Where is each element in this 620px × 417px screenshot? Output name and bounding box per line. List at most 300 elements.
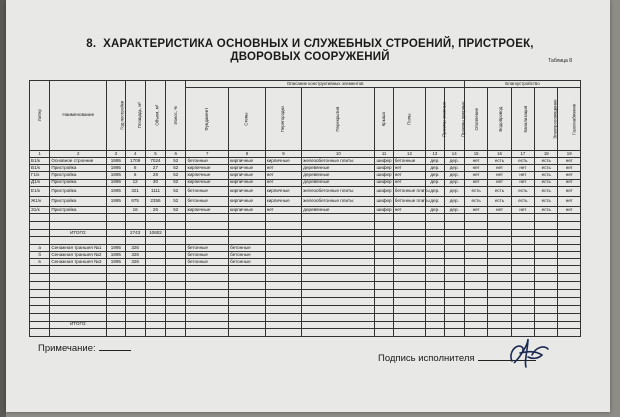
- table-cell: 675: [125, 196, 145, 206]
- table-cell: кирпичные: [229, 172, 266, 179]
- table-cell: а: [30, 244, 50, 251]
- table-cell-empty: [558, 266, 581, 274]
- table-cell: [558, 251, 581, 258]
- table-cell: дер.: [426, 206, 444, 213]
- table-cell-empty: [393, 221, 426, 229]
- table-cell-empty: [393, 274, 426, 282]
- table-cell: дер.: [426, 196, 444, 206]
- table-cell-empty: [464, 305, 487, 313]
- table-row-empty: [30, 236, 581, 244]
- table-cell: есть: [488, 186, 511, 196]
- table-cell: деревянные: [302, 165, 375, 172]
- table-cell: 52: [166, 172, 186, 179]
- table-cell: [444, 251, 464, 258]
- total-cell: [166, 321, 186, 328]
- total-cell: [125, 321, 145, 328]
- table-cell: нет: [558, 179, 581, 186]
- table-cell: 1995: [107, 259, 125, 266]
- total-cell: [302, 229, 375, 236]
- table-cell: [393, 251, 426, 258]
- table-cell: нет: [464, 165, 487, 172]
- total-cell: [558, 229, 581, 236]
- table-cell-empty: [393, 236, 426, 244]
- table-cell-empty: [464, 290, 487, 298]
- table-cell-empty: [265, 213, 302, 221]
- table-cell: нет: [558, 158, 581, 165]
- column-number: 19: [558, 151, 581, 158]
- table-cell-empty: [107, 282, 125, 290]
- table-cell-empty: [166, 282, 186, 290]
- table-cell-empty: [511, 266, 534, 274]
- table-cell: 326: [125, 244, 145, 251]
- table-cell: З1/к: [30, 206, 50, 213]
- table-cell-empty: [107, 236, 125, 244]
- col-header-8: Стены: [229, 88, 266, 151]
- table-cell-empty: [50, 221, 107, 229]
- table-cell: дер.: [426, 186, 444, 196]
- col-header-11: Крыша: [375, 88, 393, 151]
- col-header-16: Водопровод: [488, 88, 511, 151]
- column-number: 15: [464, 151, 487, 158]
- table-cell: [302, 251, 375, 258]
- note-line: [99, 350, 131, 351]
- table-cell-empty: [30, 213, 50, 221]
- column-number: 10: [302, 151, 375, 158]
- table-cell-empty: [125, 305, 145, 313]
- handwritten-signature: [498, 333, 558, 373]
- table-cell: есть: [535, 158, 558, 165]
- table-cell: [464, 251, 487, 258]
- table-cell-empty: [186, 236, 229, 244]
- table-cell: [265, 259, 302, 266]
- table-cell: есть: [535, 165, 558, 172]
- table-cell: Пристройка: [50, 206, 107, 213]
- table-row: [30, 244, 581, 251]
- table-cell-empty: [535, 297, 558, 305]
- table-cell: бетонные: [186, 251, 229, 258]
- table-row: [30, 206, 581, 213]
- table-cell-empty: [302, 282, 375, 290]
- table-row: [30, 251, 581, 258]
- table-cell: 52: [166, 158, 186, 165]
- table-cell-empty: [393, 282, 426, 290]
- table-cell-empty: [145, 266, 165, 274]
- table-cell-empty: [50, 328, 107, 336]
- table-cell-empty: [125, 221, 145, 229]
- table-cell: дер.: [444, 206, 464, 213]
- table-cell-empty: [30, 274, 50, 282]
- total-cell: 2743: [125, 229, 145, 236]
- table-cell: есть: [464, 186, 487, 196]
- table-cell-empty: [302, 328, 375, 336]
- total-cell: [166, 229, 186, 236]
- table-cell-empty: [393, 328, 426, 336]
- table-cell-empty: [464, 328, 487, 336]
- table-row: [30, 172, 581, 179]
- column-number: 4: [125, 151, 145, 158]
- table-cell: кирпичные: [229, 206, 266, 213]
- table-cell: нет: [393, 172, 426, 179]
- table-cell: в: [30, 259, 50, 266]
- table-cell-empty: [535, 313, 558, 321]
- table-cell-empty: [444, 297, 464, 305]
- table-cell-empty: [186, 282, 229, 290]
- table-cell-empty: [145, 328, 165, 336]
- table-cell-empty: [375, 266, 393, 274]
- table-cell: кирпичные: [265, 196, 302, 206]
- total-cell: [107, 321, 125, 328]
- table-cell-empty: [186, 290, 229, 298]
- table-cell: есть: [511, 196, 534, 206]
- table-cell: 1995: [107, 251, 125, 258]
- table-cell: кирпичные: [186, 206, 229, 213]
- table-cell-empty: [145, 305, 165, 313]
- col-header-12: Полы: [393, 88, 426, 151]
- table-cell-empty: [558, 328, 581, 336]
- table-cell: Сенажная траншея №1: [50, 244, 107, 251]
- table-cell-empty: [511, 305, 534, 313]
- table-cell-empty: [145, 236, 165, 244]
- table-cell-empty: [464, 236, 487, 244]
- table-row-empty: [30, 282, 581, 290]
- table-row-empty: [30, 313, 581, 321]
- table-cell: дер.: [426, 165, 444, 172]
- col-header-13: Проемы оконные: [426, 88, 444, 151]
- table-cell-empty: [444, 266, 464, 274]
- total-cell: [444, 229, 464, 236]
- table-cell-empty: [375, 274, 393, 282]
- table-cell: есть: [535, 196, 558, 206]
- column-number: 5: [145, 151, 165, 158]
- table-row-empty: [30, 274, 581, 282]
- table-cell-empty: [265, 328, 302, 336]
- table-cell: дер.: [444, 158, 464, 165]
- table-row-empty: [30, 305, 581, 313]
- table-cell: нет: [464, 158, 487, 165]
- total-cell: ИТОГО:: [50, 321, 107, 328]
- total-cell: [375, 321, 393, 328]
- table-cell: [464, 244, 487, 251]
- table-cell-empty: [30, 221, 50, 229]
- table-cell: железобетонные плиты: [302, 158, 375, 165]
- table-cell: В1/к: [30, 165, 50, 172]
- total-cell: [535, 229, 558, 236]
- table-cell: 2356: [145, 196, 165, 206]
- table-cell-empty: [511, 221, 534, 229]
- table-cell: 27: [145, 165, 165, 172]
- table-cell: [488, 251, 511, 258]
- table-cell-empty: [30, 236, 50, 244]
- col-header-14: Проемы дверные: [444, 88, 464, 151]
- table-cell-empty: [125, 213, 145, 221]
- table-cell-empty: [166, 236, 186, 244]
- table-cell-empty: [30, 266, 50, 274]
- table-cell: [558, 244, 581, 251]
- table-cell: нет: [488, 172, 511, 179]
- table-cell: дер.: [426, 172, 444, 179]
- table-cell: 1995: [107, 196, 125, 206]
- table-cell: [302, 244, 375, 251]
- table-cell-empty: [426, 290, 444, 298]
- table-cell: шифер: [376, 206, 392, 212]
- table-row: [30, 259, 581, 266]
- table-cell: бетонные: [229, 244, 266, 251]
- table-cell: [265, 244, 302, 251]
- total-cell: [511, 321, 534, 328]
- total-cell: [464, 321, 487, 328]
- table-cell: нет: [511, 172, 534, 179]
- table-cell-empty: [166, 221, 186, 229]
- table-cell-empty: [229, 274, 266, 282]
- table-cell: [107, 206, 125, 213]
- table-cell-empty: [50, 282, 107, 290]
- table-cell: 52: [166, 186, 186, 196]
- table-cell-empty: [302, 305, 375, 313]
- total-cell: [229, 321, 266, 328]
- table-cell: [166, 259, 186, 266]
- table-cell-empty: [265, 282, 302, 290]
- table-cell: бетонные: [186, 244, 229, 251]
- table-cell: 326: [125, 259, 145, 266]
- table-cell: шифер: [375, 196, 393, 206]
- table-cell: [511, 244, 534, 251]
- table-cell-empty: [535, 290, 558, 298]
- table-cell-empty: [464, 313, 487, 321]
- table-cell: нет: [393, 165, 426, 172]
- table-cell: [426, 244, 444, 251]
- table-cell-empty: [511, 282, 534, 290]
- total-cell: ИТОГО:: [50, 229, 107, 236]
- table-cell: кирпичные: [186, 179, 229, 186]
- table-cell: [426, 259, 444, 266]
- table-cell: 326: [125, 251, 145, 258]
- table-cell-empty: [511, 313, 534, 321]
- col-header-5: Объем, м³: [145, 81, 165, 151]
- table-cell-empty: [50, 236, 107, 244]
- table-cell: [426, 251, 444, 258]
- table-cell: 28: [145, 172, 165, 179]
- column-number: 7: [186, 151, 229, 158]
- table-cell-empty: [50, 213, 107, 221]
- table-cell: нет: [511, 206, 534, 213]
- table-cell-empty: [265, 266, 302, 274]
- table-cell: 7024: [145, 158, 165, 165]
- table-cell: шифер: [376, 157, 392, 163]
- table-cell: Основное строение: [50, 158, 107, 165]
- table-cell: деревянные: [302, 206, 375, 213]
- col-header-18: Электроосвещение: [535, 88, 558, 151]
- table-cell: нет: [488, 179, 511, 186]
- table-cell-empty: [50, 274, 107, 282]
- table-cell-empty: [464, 221, 487, 229]
- table-cell-empty: [30, 328, 50, 336]
- table-cell: кирпичные: [229, 158, 266, 165]
- table-cell-empty: [302, 290, 375, 298]
- col-header-15: Отопление: [464, 88, 487, 151]
- table-cell-empty: [166, 297, 186, 305]
- table-cell-empty: [426, 305, 444, 313]
- table-cell-empty: [186, 221, 229, 229]
- table-cell-empty: [444, 282, 464, 290]
- table-cell: [488, 259, 511, 266]
- col-header-1: Литер: [30, 81, 50, 151]
- table-cell: дер.: [426, 179, 444, 186]
- table-cell: есть: [488, 196, 511, 206]
- table-cell-empty: [393, 290, 426, 298]
- table-cell-empty: [426, 313, 444, 321]
- table-body: [30, 151, 581, 337]
- column-number: 9: [265, 151, 302, 158]
- table-cell: нет: [558, 172, 581, 179]
- total-cell: [511, 229, 534, 236]
- total-cell: [426, 229, 444, 236]
- table-cell-empty: [107, 328, 125, 336]
- table-cell-empty: [426, 297, 444, 305]
- table-cell-empty: [375, 328, 393, 336]
- table-cell-empty: [166, 274, 186, 282]
- table-cell-empty: [145, 221, 165, 229]
- table-cell: нет: [464, 206, 487, 213]
- table-cell: [511, 259, 534, 266]
- table-cell-empty: [125, 297, 145, 305]
- table-cell: [511, 251, 534, 258]
- table-cell: 52: [166, 196, 186, 206]
- table-cell-empty: [229, 266, 266, 274]
- table-cell: [145, 244, 165, 251]
- table-cell: [166, 244, 186, 251]
- table-cell: [265, 251, 302, 258]
- table-row-empty: [30, 297, 581, 305]
- table-cell: 1995: [107, 158, 125, 165]
- table-cell-empty: [186, 213, 229, 221]
- table-cell: Б1/к: [30, 158, 50, 165]
- table-cell-empty: [393, 297, 426, 305]
- table-cell-empty: [145, 313, 165, 321]
- table-cell: шифер: [376, 179, 392, 185]
- table-cell: 52: [166, 165, 186, 172]
- table-cell-empty: [125, 328, 145, 336]
- total-cell: [265, 229, 302, 236]
- column-number: 11: [375, 151, 393, 158]
- table-cell: 1709: [125, 158, 145, 165]
- table-cell-empty: [558, 305, 581, 313]
- column-number: 14: [444, 151, 464, 158]
- table-cell-empty: [558, 313, 581, 321]
- table-cell: нет: [511, 165, 534, 172]
- table-cell: [464, 259, 487, 266]
- col-header-3: Год постройки: [107, 81, 125, 151]
- table-cell-empty: [511, 274, 534, 282]
- table-cell: нет: [265, 165, 302, 172]
- table-cell-empty: [488, 290, 511, 298]
- table-cell-empty: [125, 266, 145, 274]
- column-number: 12: [393, 151, 426, 158]
- table-cell-empty: [145, 213, 165, 221]
- table-cell-empty: [145, 274, 165, 282]
- table-cell: бетонные: [393, 158, 426, 165]
- table-cell-empty: [426, 236, 444, 244]
- table-cell-empty: [511, 290, 534, 298]
- table-cell-empty: [444, 305, 464, 313]
- table-cell: кирпичные: [186, 165, 229, 172]
- total-cell: [107, 229, 125, 236]
- table-cell: бетонные: [186, 259, 229, 266]
- table-cell-empty: [265, 236, 302, 244]
- table-cell-empty: [166, 213, 186, 221]
- table-cell: есть: [464, 196, 487, 206]
- table-cell: 52: [166, 179, 186, 186]
- table-cell-empty: [186, 305, 229, 313]
- table-cell: Ж1/к: [30, 196, 50, 206]
- table-cell-empty: [464, 213, 487, 221]
- table-cell-empty: [393, 266, 426, 274]
- table-cell: есть: [535, 179, 558, 186]
- total-cell: [265, 321, 302, 328]
- table-cell-empty: [186, 266, 229, 274]
- table-cell-empty: [488, 305, 511, 313]
- table-cell: 52: [166, 206, 186, 213]
- table-cell-empty: [302, 297, 375, 305]
- table-cell-empty: [558, 282, 581, 290]
- table-cell-empty: [464, 266, 487, 274]
- total-row: [30, 321, 581, 328]
- buildings-table: [29, 80, 581, 337]
- table-cell: нет: [511, 179, 534, 186]
- table-cell-empty: [464, 297, 487, 305]
- table-cell-empty: [426, 213, 444, 221]
- table-cell-empty: [30, 305, 50, 313]
- table-cell-empty: [50, 266, 107, 274]
- table-cell-empty: [302, 236, 375, 244]
- table-cell: б: [30, 251, 50, 258]
- table-cell: [558, 259, 581, 266]
- table-row-empty: [30, 221, 581, 229]
- table-cell-empty: [444, 328, 464, 336]
- table-cell-empty: [166, 328, 186, 336]
- table-cell: бетонные: [186, 158, 229, 165]
- column-number: 17: [511, 151, 534, 158]
- table-cell: [145, 251, 165, 258]
- table-cell: 321: [125, 186, 145, 196]
- table-cell: Сенажная траншея №2: [50, 251, 107, 258]
- table-cell: кирпичные: [229, 196, 266, 206]
- table-cell: кирпичные: [229, 186, 266, 196]
- table-cell-empty: [186, 313, 229, 321]
- table-cell-empty: [535, 274, 558, 282]
- table-cell-empty: [535, 221, 558, 229]
- table-cell-empty: [558, 290, 581, 298]
- table-cell-empty: [145, 290, 165, 298]
- table-cell-empty: [426, 274, 444, 282]
- table-cell: Пристройка: [50, 172, 107, 179]
- table-row: [30, 186, 581, 196]
- table-cell-empty: [511, 236, 534, 244]
- table-row: [30, 179, 581, 186]
- total-cell: [186, 321, 229, 328]
- table-row-empty: [30, 213, 581, 221]
- table-cell: [393, 244, 426, 251]
- column-number: 6: [166, 151, 186, 158]
- table-cell: нет: [265, 206, 302, 213]
- table-cell-empty: [488, 221, 511, 229]
- table-cell: бетонные: [186, 186, 229, 196]
- table-cell-empty: [488, 236, 511, 244]
- group-header-construction: Описание конструктивных элементов: [186, 81, 465, 88]
- table-cell-empty: [535, 282, 558, 290]
- table-cell: кирпичные: [229, 179, 266, 186]
- table-cell-empty: [125, 274, 145, 282]
- table-cell-empty: [50, 305, 107, 313]
